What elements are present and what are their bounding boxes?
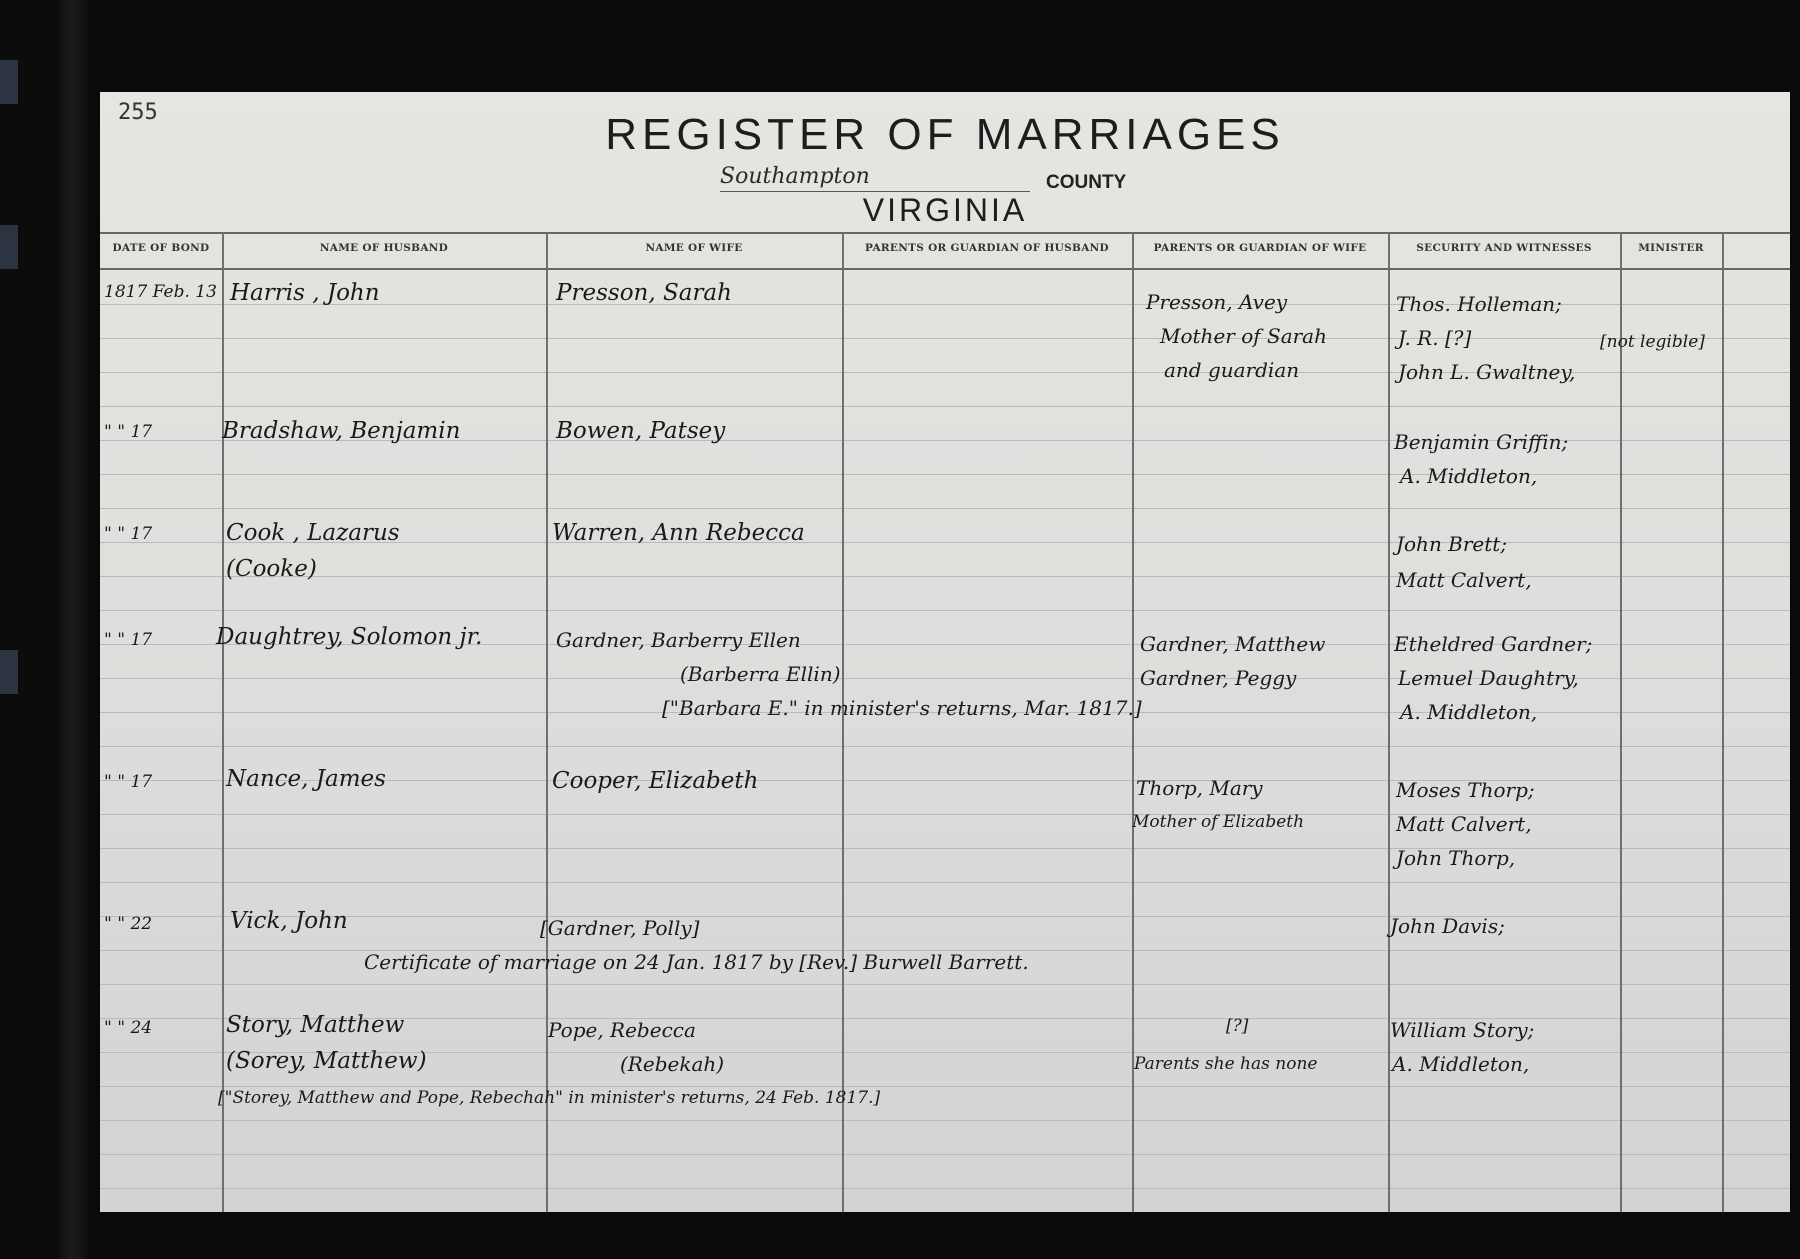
column-header-date: DATE OF BOND xyxy=(112,242,210,254)
ruled-line xyxy=(100,576,1790,577)
ruled-line xyxy=(100,882,1790,883)
ruled-line xyxy=(100,338,1790,339)
register-page xyxy=(100,92,1790,1212)
entry-husband: (Sorey, Matthew) xyxy=(226,1048,427,1074)
entry-husband: Cook , Lazarus xyxy=(226,520,400,546)
entry-husband: Story, Matthew xyxy=(226,1012,405,1038)
entry-security: A. Middleton, xyxy=(1400,700,1538,724)
entry-security: Matt Calvert, xyxy=(1396,812,1532,836)
entry-security-note: [not legible] xyxy=(1600,332,1705,352)
column-divider xyxy=(1388,232,1390,1212)
entry-security: Thos. Holleman; xyxy=(1396,292,1562,316)
entry-wife: (Rebekah) xyxy=(620,1052,725,1076)
register-title: REGISTER OF MARRIAGES xyxy=(605,110,1285,159)
county-name: Southampton xyxy=(720,164,1030,192)
film-marker xyxy=(0,60,18,104)
entry-security: John Thorp, xyxy=(1396,846,1516,870)
column-header-husband: NAME OF HUSBAND xyxy=(319,242,449,254)
entry-husband: Bradshaw, Benjamin xyxy=(222,418,461,444)
ruled-line xyxy=(100,746,1790,747)
column-header-parents-wife: PARENTS OR GUARDIAN OF WIFE xyxy=(1153,242,1367,254)
entry-parents-wife: Gardner, Peggy xyxy=(1140,666,1297,690)
column-divider xyxy=(842,232,844,1212)
column-header-minister: MINISTER xyxy=(1638,242,1704,254)
entry-security: Matt Calvert, xyxy=(1396,568,1532,592)
entry-date: " " 17 xyxy=(104,524,153,544)
entry-date: " " 24 xyxy=(104,1018,153,1038)
ruled-line xyxy=(100,848,1790,849)
column-header-parents-husband: PARENTS OR GUARDIAN OF HUSBAND xyxy=(865,242,1109,254)
entry-parents-wife: Parents she has none xyxy=(1134,1054,1318,1074)
entry-husband: Nance, James xyxy=(226,766,386,792)
ruled-line xyxy=(100,1086,1790,1087)
entry-wife: Cooper, Elizabeth xyxy=(552,768,759,794)
column-divider xyxy=(222,232,224,1212)
column-header-wife: NAME OF WIFE xyxy=(645,242,743,254)
entry-date: " " 17 xyxy=(104,422,153,442)
entry-husband: Daughtrey, Solomon jr. xyxy=(216,624,483,650)
entry-wife: Bowen, Patsey xyxy=(556,418,726,444)
entry-security: A. Middleton, xyxy=(1392,1052,1530,1076)
entry-parents-wife: [?] xyxy=(1226,1016,1249,1036)
column-divider xyxy=(1722,232,1724,1212)
entry-security: John Brett; xyxy=(1396,532,1508,556)
film-marker xyxy=(0,650,18,694)
ruled-line xyxy=(100,508,1790,509)
entry-wife: Presson, Sarah xyxy=(556,280,732,306)
entry-husband: Harris , John xyxy=(230,280,380,306)
entry-note: ["Storey, Matthew and Pope, Rebechah" in minister's returns, 24 Feb. 1817.] xyxy=(218,1088,881,1108)
film-edge xyxy=(60,0,88,1259)
entry-parents-wife: Thorp, Mary xyxy=(1136,776,1263,800)
entry-security: A. Middleton, xyxy=(1400,464,1538,488)
column-divider xyxy=(546,232,548,1212)
entry-wife: Warren, Ann Rebecca xyxy=(552,520,805,546)
entry-date: " " 17 xyxy=(104,630,153,650)
ruled-line xyxy=(100,406,1790,407)
entry-security: John L. Gwaltney, xyxy=(1398,360,1576,384)
entry-wife: [Gardner, Polly] xyxy=(540,916,700,940)
entry-date: 1817 Feb. 13 xyxy=(104,282,217,302)
entry-wife: Gardner, Barberry Ellen xyxy=(556,628,801,652)
column-divider xyxy=(1620,232,1622,1212)
entry-date: " " 22 xyxy=(104,914,153,934)
entry-security: William Story; xyxy=(1390,1018,1535,1042)
entry-security: Lemuel Daughtry, xyxy=(1398,666,1579,690)
entry-note: ["Barbara E." in minister's returns, Mar. 1817.] xyxy=(662,696,1142,720)
entry-security: J. R. [?] xyxy=(1398,326,1472,350)
entry-parents-wife: and guardian xyxy=(1164,358,1300,382)
ruled-line xyxy=(100,1120,1790,1121)
entry-parents-wife: Presson, Avey xyxy=(1146,290,1288,314)
ruled-line xyxy=(100,916,1790,917)
ruled-line xyxy=(100,814,1790,815)
entry-note: Certificate of marriage on 24 Jan. 1817 by [Rev.] Burwell Barrett. xyxy=(364,950,1029,974)
header-top-rule xyxy=(100,232,1790,234)
entry-parents-wife: Mother of Elizabeth xyxy=(1132,812,1305,832)
entry-security: Etheldred Gardner; xyxy=(1394,632,1593,656)
state-name: VIRGINIA xyxy=(862,192,1028,228)
entry-date: " " 17 xyxy=(104,772,153,792)
entry-husband: Vick, John xyxy=(230,908,348,934)
county-label: COUNTY xyxy=(1046,172,1127,193)
ruled-line xyxy=(100,1154,1790,1155)
page-number: 255 xyxy=(118,100,158,125)
entry-wife: (Barberra Ellin) xyxy=(680,662,841,686)
ruled-line xyxy=(100,984,1790,985)
entry-security: John Davis; xyxy=(1390,914,1505,938)
film-marker xyxy=(0,225,18,269)
entry-husband: (Cooke) xyxy=(226,556,317,582)
ruled-line xyxy=(100,610,1790,611)
entry-security: Benjamin Griffin; xyxy=(1394,430,1569,454)
entry-parents-wife: Mother of Sarah xyxy=(1160,324,1327,348)
ruled-line xyxy=(100,1188,1790,1189)
column-header-security: SECURITY AND WITNESSES xyxy=(1416,242,1592,254)
entry-security: Moses Thorp; xyxy=(1396,778,1535,802)
entry-wife: Pope, Rebecca xyxy=(548,1018,696,1042)
entry-parents-wife: Gardner, Matthew xyxy=(1140,632,1326,656)
header-bottom-rule xyxy=(100,268,1790,270)
